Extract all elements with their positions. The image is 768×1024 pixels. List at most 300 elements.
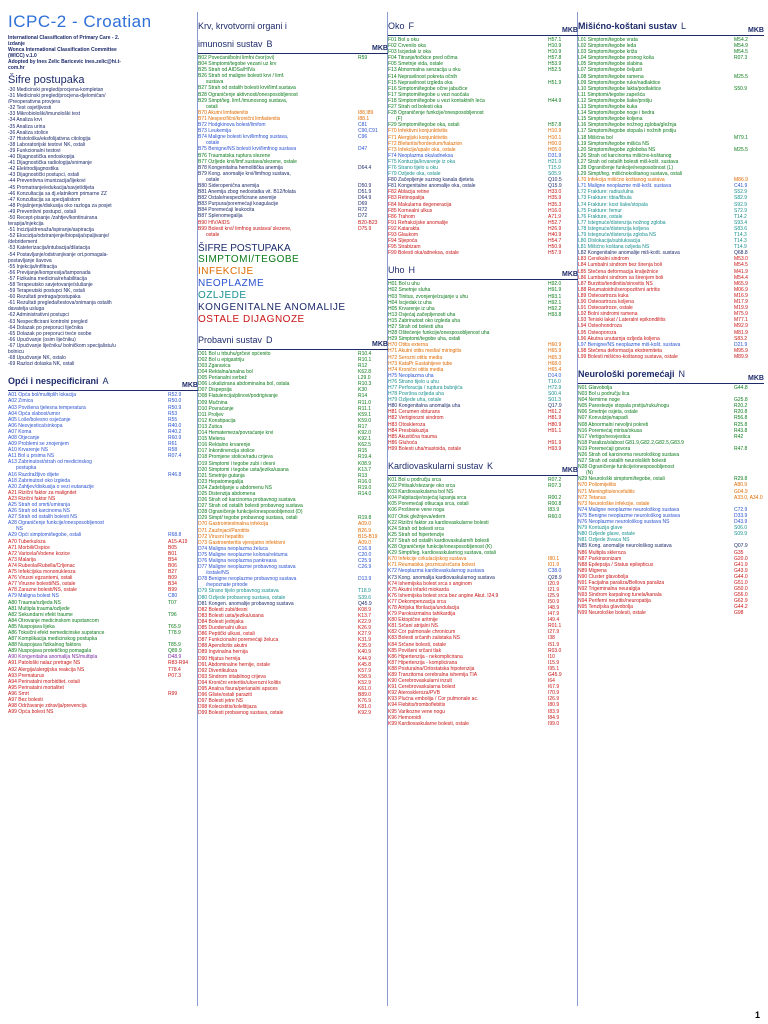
mkb-code: K44.9 <box>358 655 372 662</box>
mkb-code: S00.4 <box>548 391 562 398</box>
mkb-code: R03.0 <box>548 647 562 654</box>
mkb-code: H26.9 <box>548 225 562 232</box>
code-label: B02 Povećani/bolni limfni čvor(ovi) <box>198 55 275 61</box>
mkb-code: I83.9 <box>548 507 560 514</box>
section-letter: A <box>102 376 109 387</box>
code-label: D96 Gliste/ostali paraziti <box>198 692 252 699</box>
section-letter: L <box>681 21 687 31</box>
code-label: K89 Tranzitorna cerebralna ishemija TIA <box>388 672 478 678</box>
procedure-item: -53 Kateterizacija/intubacija/dilatacija <box>8 245 90 252</box>
mkb-code: A71.9 <box>548 213 562 220</box>
code-label: F27 Strah od bolesti oka <box>388 104 443 111</box>
code-label: L12 Simptomi/tegobe šake/prstiju <box>578 97 652 104</box>
code-label: D71 Zaušnjaci/Parotitis <box>198 527 250 534</box>
mkb-code: C80 <box>168 593 178 600</box>
section-title: Kardiovaskularni sustav <box>388 461 484 471</box>
mkb-code: H40.9 <box>548 232 562 238</box>
code-label: H99 Bolesti uha/mastoida, ostale <box>388 445 462 452</box>
mkb-code: I25.9 <box>548 592 560 599</box>
mkb-column-label: MKB <box>748 27 764 34</box>
intro-line: (WICC) v.1.0 <box>8 53 37 59</box>
mkb-code: K08.9 <box>358 460 372 467</box>
code-label: F83 Retinopatija <box>388 195 425 202</box>
code-label: A84 Otrovanje medicinskom supstancom <box>8 617 99 624</box>
procedure-item: -58 Terapeutsko savjetovanje/slušanje <box>8 282 93 288</box>
mkb-code: T96 <box>168 611 177 618</box>
mkb-code: R17 <box>358 423 368 430</box>
mkb-code: K92.9 <box>358 710 372 717</box>
section-title-wrap <box>198 330 273 348</box>
mkb-code: I48.9 <box>548 604 560 611</box>
mkb-code: R59 <box>358 55 368 61</box>
mkb-code: B15-B19 <box>358 533 378 540</box>
page-number: 1 <box>754 1010 760 1020</box>
code-label: A93 Prematurus <box>8 672 45 679</box>
code-label: N88 Epilepsija / Status epilepticus <box>578 561 654 568</box>
code-label: D77 Maligne neoplazme probavnog sustava <box>198 564 296 571</box>
code-label: D24 Zadebljanje u abdomenu NS <box>198 484 272 491</box>
code-label: H85 Akustična trauma <box>388 433 437 440</box>
mkb-code: I21.9 <box>548 586 560 593</box>
mkb-code: H65.3 <box>548 354 562 361</box>
procedure-item: -57 Fizikalna medicina/rehabilitacija <box>8 275 87 282</box>
mkb-code: D69 <box>358 201 368 208</box>
code-label: H01 Bol u uhu <box>388 281 420 288</box>
code-label: ostali <box>206 103 218 110</box>
mkb-code: K08.9 <box>358 606 372 613</box>
mkb-code: R20.2 <box>734 403 748 410</box>
code-label: A78 Zarazne bolesti/NS, ostale <box>8 587 77 594</box>
code-label: L01 Simptomi/tegobe vrata <box>578 37 638 43</box>
code-label: K06 Proširene vene nogu <box>388 507 445 514</box>
mkb-code: S92.9 <box>734 201 748 208</box>
code-label: N71 Meningitis/encefalitis <box>578 488 635 495</box>
mkb-code: G43.9 <box>734 567 748 574</box>
code-label: K71 Reumatska groznica/srčana bolest <box>388 562 475 569</box>
code-label: B25 Strah od AIDSa/HIVa <box>198 67 255 74</box>
code-label: A99 Opća bolest NS <box>8 709 54 716</box>
mkb-code: H92.2 <box>548 305 562 312</box>
mkb-code: S93.4 <box>734 219 748 226</box>
section-title-wrap <box>8 371 109 389</box>
procedure-item: -60 Rezultati pretraga/postupaka <box>8 294 81 301</box>
procedure-item: -56 Previjanje/kompresija/tamponada <box>8 269 91 276</box>
mkb-code: R10.1 <box>358 356 372 363</box>
section-header <box>578 364 764 384</box>
mkb-code: I51.9 <box>548 641 560 648</box>
mkb-code: G56.0 <box>734 592 748 599</box>
code-label: D89 Ingvinalna hernija <box>198 649 248 656</box>
mkb-code: T18.9 <box>358 588 371 595</box>
code-label: K77 Dekompenzacija srca <box>388 598 447 605</box>
code-label: D72 Virusni hepatitis <box>198 533 244 540</box>
code-label: H28 Oštećenje funkcije/onesposobljenost uha <box>388 330 490 337</box>
procedure-item: -66 Upućivanje (osim liječniku) <box>8 336 76 343</box>
mkb-code: L29.0 <box>358 375 371 382</box>
mkb-code: G20.0 <box>734 555 748 562</box>
mkb-code: H57.1 <box>548 37 562 43</box>
section-a <box>8 371 198 715</box>
code-label: K05 Poremećaji otkucaja srca, ostali <box>388 501 469 508</box>
code-label: D18 Promjene stolice/radu crijeva <box>198 454 273 461</box>
mkb-code: M86.9 <box>734 177 748 184</box>
code-label: K99 Kardiovaskularne bolesti, ostale <box>388 720 469 727</box>
mkb-code: B89.0 <box>358 692 372 699</box>
mkb-code: G44.2 <box>734 604 748 611</box>
code-label: D25 Distenzija abdomena <box>198 490 256 497</box>
mkb-code: R42 <box>734 433 744 440</box>
code-label: L98 Stečena deformacija ekstremiteta <box>578 347 662 354</box>
mkb-code: R07.3 <box>548 483 562 490</box>
code-label: D16 Rektalno krvarenje <box>198 442 251 449</box>
mkb-code: T14.2 <box>734 213 747 220</box>
mkb-code: A15-A19 <box>168 538 188 545</box>
code-label: A88 Nuspojava fizikalnog faktora <box>8 642 81 649</box>
section-header <box>388 456 578 476</box>
section-title: Neurološki poremećaji <box>578 368 675 379</box>
mkb-code: H60.9 <box>548 342 562 349</box>
mkb-code: R15 <box>358 448 368 455</box>
code-label: D01 Bol u trbuhu/grčevi općenito <box>198 350 271 357</box>
mkb-code: I49.4 <box>548 617 560 624</box>
code-label: L74 Frakture: kost šake/stopala <box>578 201 648 208</box>
code-label: F74 Neoplazma oka/adneksa <box>388 152 454 159</box>
mkb-code: M17.9 <box>734 299 748 306</box>
procedure-item: -49 Preventivni postupci, ostali <box>8 208 76 215</box>
legend-line: NEOPLAZME <box>198 277 265 289</box>
mkb-code: Q10.5 <box>548 177 562 184</box>
mkb-code: I99.0 <box>548 720 560 727</box>
mkb-code: D14.0 <box>548 372 562 379</box>
procedure-item: -51 Incizija/drenaža/ispiranje/aspiracija <box>8 227 94 234</box>
section-title: Probavni sustav <box>198 334 263 345</box>
column-1 <box>8 12 198 1016</box>
mkb-code: R00.8 <box>548 501 562 508</box>
mkb-code: D31.9 <box>548 152 562 159</box>
intro-line: Wonca International Classification Committee <box>8 47 117 53</box>
mkb-code: R19.4 <box>358 454 372 461</box>
code-label: L85 Stečena deformacija kralježnice <box>578 268 659 275</box>
procedures-list <box>8 87 198 367</box>
mkb-code: H52.7 <box>548 219 562 226</box>
mkb-code: H93.8 <box>548 311 562 318</box>
code-label: N06 Smetnje osjeta, ostale <box>578 409 638 416</box>
code-label: L93 Teniski lakat / Lateralni epikondilitis <box>578 317 666 324</box>
code-label: N29 Neurološki simptomi/tegobe, ostali <box>578 476 665 483</box>
code-label: B29 Simpt/teg. limf./imunosnog sustava, <box>198 97 288 104</box>
code-label: L16 Simptomi/tegobe nožnog zgloba/gležnja <box>578 122 677 129</box>
mkb-code: H81.9 <box>548 415 562 422</box>
procedure-item: bolnicu <box>8 349 24 356</box>
code-label: L83 Cervikalni sindrom <box>578 256 629 263</box>
code-label: A25 Strah od smrti/umiranja <box>8 502 70 508</box>
procedure-item: -52 Ekscizija/odstranjenje/biopsija/spaljivanje/ <box>8 233 110 240</box>
code-row <box>388 250 578 256</box>
code-label: (N) <box>586 470 593 477</box>
procedure-item: -64 Dolazak po preporuci liječnika <box>8 324 84 331</box>
mkb-code: Q15.9 <box>548 183 562 190</box>
code-label: A21 Rizični faktor za malignitet <box>8 489 77 496</box>
mkb-code: H65.9 <box>548 348 562 355</box>
procedure-item: /debridement <box>8 239 38 246</box>
mkb-code: M41.9 <box>734 268 748 275</box>
code-label: K91 Cerebrovaskularna bolest <box>388 684 456 691</box>
mkb-code: T14.3 <box>734 232 747 238</box>
mkb-code: K59.1 <box>358 411 372 418</box>
code-label: L71 Maligne neoplazme miš-košt. sustava <box>578 183 672 190</box>
code-label: L80 Dislokacija/subluksacija <box>578 238 641 245</box>
code-label: L77 Istegnuće/distenzija nožnog zgloba <box>578 219 666 226</box>
mkb-code: R01.1 <box>548 623 562 630</box>
code-label: H02 Smetnje sluha <box>388 287 431 294</box>
mkb-code: I64 <box>548 678 555 685</box>
code-label: N95 Tenzijska glavobolja <box>578 604 633 611</box>
document-title: ICPC-2 - Croatian <box>8 12 152 31</box>
mkb-code: R72 <box>358 207 368 214</box>
code-label: N93 Sindrom karpalnog tunela/kanala <box>578 592 662 599</box>
mkb-code: R29.8 <box>734 476 748 483</box>
section-l <box>578 16 764 360</box>
mkb-code: R55 <box>168 416 178 423</box>
code-label: K01 Bol u području srca <box>388 477 442 483</box>
mkb-code: M54.5 <box>734 262 748 269</box>
code-label: D70 Gastrointestinalna infekcija <box>198 521 269 528</box>
code-label: H13 Osjećaj začepljenosti uha <box>388 311 456 318</box>
code-label: L78 Istegnuće/distenzija koljena <box>578 225 649 232</box>
code-label: D90 Hijatus hernija <box>198 655 241 662</box>
code-label: A87 Komplikacija medicinskog postupka <box>8 636 98 643</box>
mkb-code: R58 <box>168 447 178 454</box>
mkb-code: G25.8 <box>734 397 748 404</box>
mkb-code: H10.1 <box>548 134 562 141</box>
mkb-code: G62.9 <box>734 598 748 605</box>
section-title-line2: imunosni sustav <box>198 39 263 49</box>
code-label: D27 Strah od ostalih bolesti probavnog sustava <box>198 503 303 510</box>
code-label: N03 Bol u području lica <box>578 391 630 398</box>
section-h <box>388 260 578 452</box>
code-row <box>578 354 764 360</box>
mkb-code: T14.3 <box>734 238 747 245</box>
code-label: A89 Nuspojava protetičkog pomagala <box>8 648 92 655</box>
mkb-code: B99 <box>168 587 177 594</box>
code-label: L28 Ograničenje funkcije/nesposobnost (L) <box>578 164 674 171</box>
code-label: A80 Trauma/ozljeda NS <box>8 599 61 606</box>
code-label: D09 Mučnina <box>198 399 228 406</box>
procedure-item: -38 Laboratorijski testovi NK, ostali <box>8 141 85 148</box>
mkb-code: R14.0 <box>358 490 372 497</box>
code-label: K70 Infekcije cirkulacijskog sustava <box>388 556 467 563</box>
section-n <box>578 364 764 617</box>
code-label: B72 Hodgkinova bolest/limfom <box>198 122 266 129</box>
code-label: L94 Osteohondroza <box>578 323 622 330</box>
code-label: L15 Simptomi/tegobe koljena <box>578 116 643 123</box>
code-label: D80 Ozljede probavnog sustava, ostale <box>198 594 286 601</box>
code-label: H15 Zabrinutost oko izgleda uha <box>388 317 460 324</box>
code-label: N76 Neoplazme neurološkog sustava NS <box>578 519 670 526</box>
code-label: K27 Strah od ostalih kardiovaskularnih bolesti <box>388 537 490 544</box>
code-label: K90 Cerebrovaskularni inzult <box>388 678 452 685</box>
mkb-code: R10.3 <box>358 381 372 388</box>
mkb-code: H50.9 <box>548 244 562 251</box>
code-label: H79 Ozljede uha, ostale <box>388 397 442 404</box>
code-label: L05 Simptomi/tegobe slabina <box>578 61 643 68</box>
mkb-code: H57.8 <box>548 122 562 129</box>
mkb-code: I26.9 <box>548 696 560 703</box>
section-header <box>198 16 388 54</box>
code-label: A27 Strah od ostalih bolesti NS <box>8 514 78 521</box>
mkb-code: I20.9 <box>548 580 560 587</box>
mkb-code: K52.9 <box>358 679 372 686</box>
mkb-code: G44.8 <box>734 384 748 391</box>
code-label: L26 Strah od karcinoma mišićno-koštanog <box>578 152 672 159</box>
mkb-code: T85.9 <box>168 642 181 649</box>
procedure-item: -37 Histološka/eksfolijativna citologija <box>8 135 91 142</box>
code-label: H84 Presbiakuzija <box>388 427 429 434</box>
procedure-item: -63 Nespecificirani kontrolni pregled <box>8 318 88 325</box>
code-label: ostale <box>206 140 220 147</box>
mkb-code: Q28.9 <box>548 574 562 581</box>
mkb-code: T15.9 <box>548 164 561 171</box>
code-label: K93 Plućna embolija / Cor pulmonale ac. <box>388 696 479 703</box>
code-label: L84 Lumbalni sindrom bez širenja boli <box>578 262 662 269</box>
mkb-code: I70.9 <box>548 690 560 697</box>
code-label: A10 Krvarenje NS <box>8 447 49 454</box>
code-label: H05 Krvarenje iz uha <box>388 305 435 312</box>
section-title: Oko <box>388 21 405 31</box>
code-label: L18 Mišićna bol <box>578 134 613 141</box>
code-label: B28 Ograničenje aktivnosti/onesposobljenost <box>198 91 298 98</box>
mkb-code: R07.3 <box>734 55 748 62</box>
procedure-item: -43 Dijagnostički postupci, ostali <box>8 172 80 179</box>
mkb-code: B09 <box>168 575 177 582</box>
code-label: L04 Simptomi/tegobe prsnog koša <box>578 55 654 62</box>
code-label: N04 Nemirne noge <box>578 397 620 404</box>
code-label: K95 Varikozne vene nogu <box>388 708 445 715</box>
section-title-wrap <box>578 16 686 34</box>
code-label: K96 Hemoroidi <box>388 714 422 721</box>
code-label: B79 Kong. anomalije krvi/limfnog sustava, <box>198 170 291 177</box>
mkb-column-label: MKB <box>372 45 388 52</box>
code-label: F03 Iscjedak iz oka <box>388 49 431 56</box>
code-label: K28 Ograničenje funkcije/onesposobljenost (K) <box>388 544 492 551</box>
code-label: D76 Maligna neoplazma pankreasa <box>198 558 277 564</box>
code-label: F70 Infektivni konjunktivitis <box>388 128 448 135</box>
mkb-code: Q68.8 <box>734 250 748 257</box>
section-letter: K <box>487 461 494 471</box>
mkb-code: R40.2 <box>168 428 182 435</box>
section-header <box>388 16 578 36</box>
code-label: H77 Perforacija / ruptura bubnjića <box>388 384 463 391</box>
code-label: H76 Strano tijelo u uhu <box>388 378 439 385</box>
mkb-code: H10.9 <box>548 43 562 50</box>
mkb-code: K22.9 <box>358 618 372 625</box>
procedure-item: -69 Razlozi dolaska NK, ostali <box>8 361 75 368</box>
code-label: B90 HIV/AIDS <box>198 219 230 226</box>
code-label: F01 Bol u oku <box>388 37 419 43</box>
code-label: F91 Refrakcijske anomalije <box>388 219 449 226</box>
mkb-code: R25.8 <box>734 421 748 428</box>
section-letter: N <box>678 368 686 379</box>
code-label: D23 Hepatomegalija <box>198 478 244 485</box>
column-3 <box>388 12 578 1016</box>
section-header <box>388 260 578 280</box>
mkb-code: H52.5 <box>548 67 562 74</box>
procedure-item: -35 Analiza urina <box>8 123 46 130</box>
mkb-code: I84.9 <box>548 714 560 721</box>
mkb-code: I95.1 <box>548 665 560 672</box>
code-row <box>8 709 198 715</box>
procedure-item: -62 Administrativni postupci <box>8 312 69 319</box>
legend <box>198 243 388 326</box>
code-label: A16 Razdražljivo dijete <box>8 471 59 478</box>
code-label: D07 Dispepsija <box>198 387 232 394</box>
code-label: A29 Opći simptomi/tegobe, ostali <box>8 532 82 539</box>
mkb-column-label: MKB <box>372 340 388 348</box>
code-label: ostale <box>206 231 220 238</box>
code-label: F16 Simptomi/tegobe očne jabučice <box>388 85 468 92</box>
code-label: H75 Neoplazma uha <box>388 372 434 379</box>
code-label: F94 Sljepoća <box>388 238 418 245</box>
code-label: N17 Vertigo/nesvjestica <box>578 433 631 440</box>
code-label: B87 Splenomegalija <box>198 213 243 220</box>
mkb-code: K81.0 <box>358 704 372 711</box>
code-label: B70 Akutni limfadenitis <box>198 109 249 116</box>
code-row <box>198 710 388 716</box>
code-label: N73 Neurološke infekcije, ostale <box>578 500 650 507</box>
code-label: D83 Bolesti usta/jezika/usana <box>198 612 264 619</box>
code-label: D03 Žgaravica <box>198 363 231 369</box>
mkb-code: C96 <box>358 134 368 141</box>
code-row <box>388 446 578 452</box>
code-label: L86 Lumbalni sindrom sa širenjem boli <box>578 274 664 281</box>
code-label: K04 Palpitacije/osjećaj lupanja srca <box>388 495 467 502</box>
code-label: A02 Zimica <box>8 398 34 405</box>
code-label: K88 Posturalna/Ortostatska hipotenzija <box>388 665 475 672</box>
code-label: B73 Leukemija <box>198 128 232 135</box>
code-label: H73 KataPr Eustahijeve tube <box>388 360 453 367</box>
code-label: /nepoznate prirode <box>206 582 248 589</box>
procedure-item: -32 Test osjetljivosti <box>8 105 52 112</box>
code-label: K07 Otok gležnjeva/edem <box>388 513 446 520</box>
procedure-item: -47 Konzultacija sa specijalistom <box>8 196 81 203</box>
code-label: L81 Mišićno koštana ozljeda NS <box>578 244 650 251</box>
mkb-code: H72.9 <box>548 384 562 391</box>
mkb-code: G41.9 <box>734 561 748 568</box>
code-label: B80 Sideropenična anemija <box>198 182 260 189</box>
mkb-code: D72 <box>358 213 368 220</box>
mkb-code: C41.9 <box>734 183 748 190</box>
intro-line: com.hr <box>8 65 25 71</box>
code-label: F80 Začepljenje suznog kanala djeteta <box>388 177 474 184</box>
code-label: L82 Kongenitalne anomalije miš-košt. sustava <box>578 250 680 257</box>
mkb-code: H10.9 <box>548 49 562 56</box>
procedure-item: -30 Medicinski pregled/procjena-kompletan <box>8 87 104 93</box>
procedure-item: -50 Recept-pisanje /zahtjev/kontinuirana <box>8 214 98 221</box>
code-label: D81 Kongen. anomalije probavnog sustava <box>198 600 294 607</box>
code-label: L75 Frakture: femur <box>578 207 622 214</box>
code-label: K81 Srčani atrijalni NS <box>388 623 439 630</box>
mkb-code: C72.9 <box>734 506 748 513</box>
procedure-item: -34 Analiza krvi <box>8 117 42 124</box>
mkb-code: R68.8 <box>168 532 182 539</box>
code-label: A85 Nuspojava lijeka <box>8 623 55 630</box>
code-label: N26 Strah od karcinoma neurološkog sustava <box>578 452 680 458</box>
mkb-code: H54.7 <box>548 238 562 245</box>
code-label: L29 Simpt/teg. mišićnokoštanog sustava, ostali <box>578 171 682 178</box>
code-label: F71 Alergijski konjunktivitis <box>388 134 448 141</box>
mkb-code: S39.6 <box>358 594 372 601</box>
code-label: A95 Perinatalni mortalitet <box>8 684 64 691</box>
